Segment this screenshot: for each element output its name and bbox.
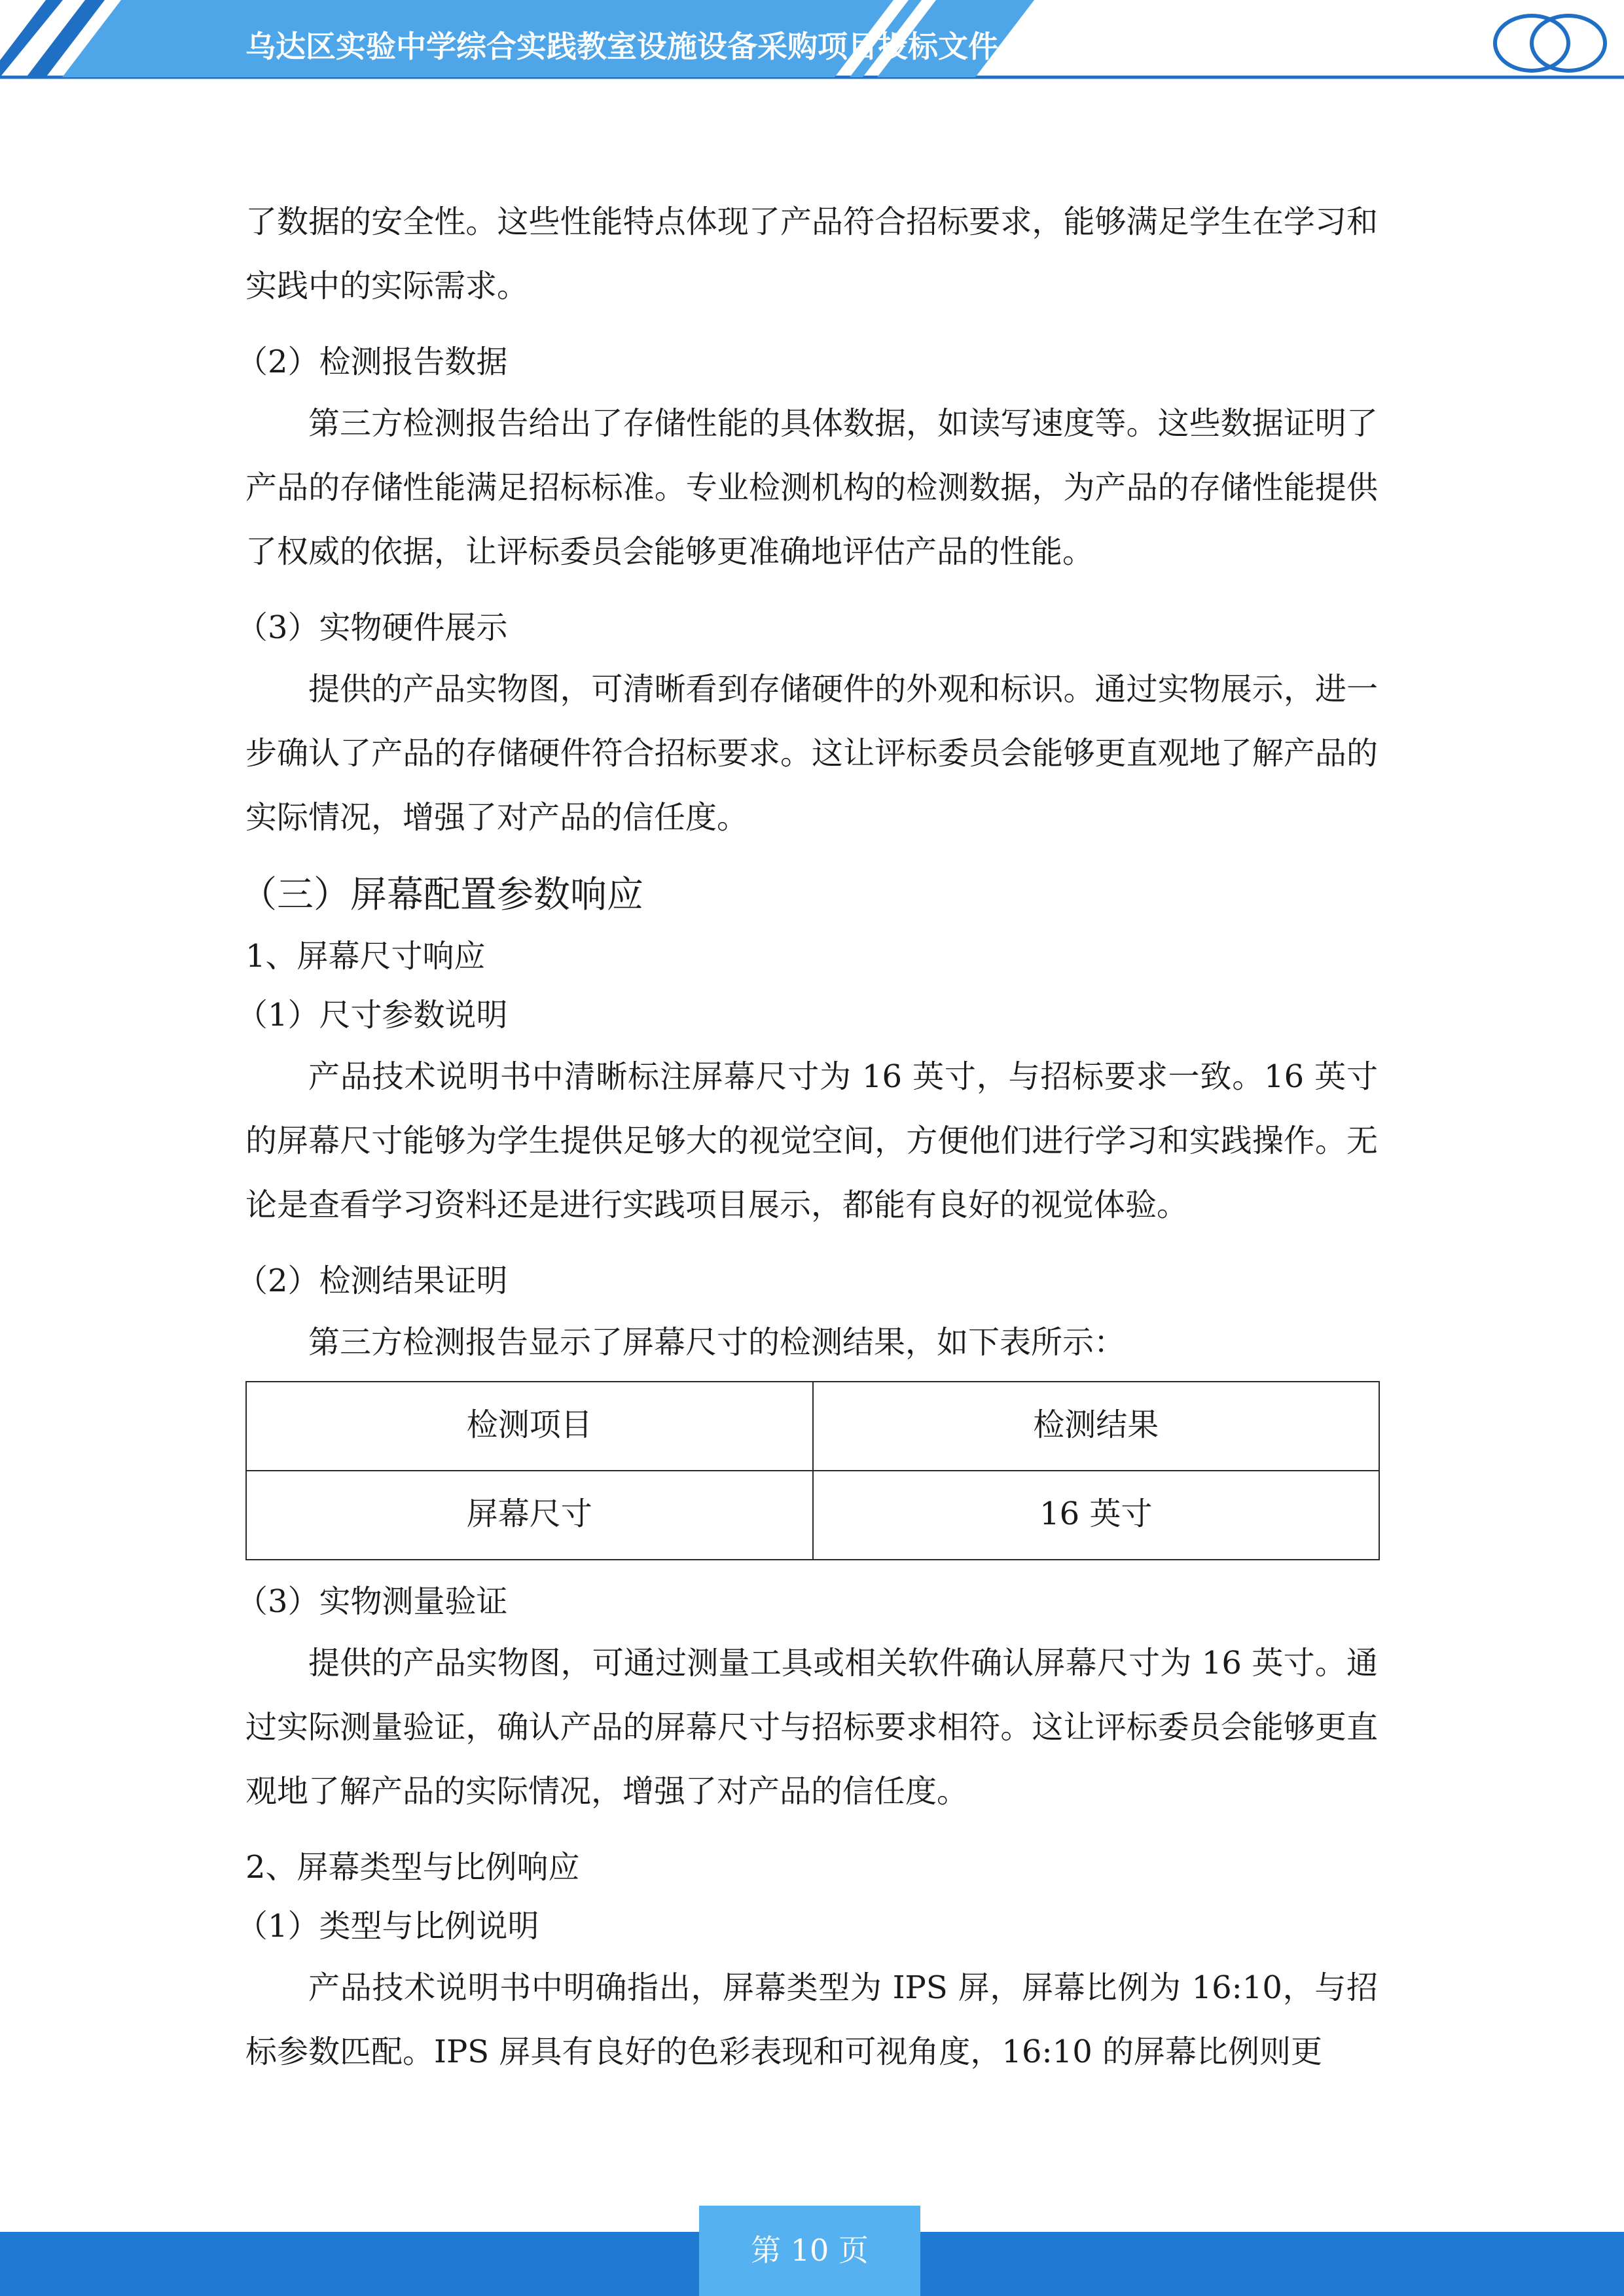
header-title: 乌达区实验中学综合实践教室设施设备采购项目投标文件 xyxy=(245,29,998,64)
test-result-table xyxy=(245,1381,1380,1560)
heading-screen-size-response: 1、屏幕尺寸响应 xyxy=(245,938,486,975)
table-cell: 16 英寸 xyxy=(813,1471,1380,1560)
page-number: 第 10 页 xyxy=(751,2233,869,2268)
subheading-size-params: （1）尺寸参数说明 xyxy=(236,997,508,1033)
paragraph-test-result-intro: 第三方检测报告显示了屏幕尺寸的检测结果，如下表所示： xyxy=(308,1324,1126,1361)
table-row xyxy=(246,1471,1379,1560)
table-cell: 屏幕尺寸 xyxy=(246,1471,813,1560)
subheading-type-ratio: （1）类型与比例说明 xyxy=(236,1908,539,1945)
table-header-cell: 检测结果 xyxy=(813,1382,1380,1471)
double-ring-logo-icon xyxy=(1052,16,1147,65)
paragraph-size-params: 产品技术说明书中清晰标注屏幕尺寸为 16 英寸，与招标要求一致。16 英寸的屏幕尺寸能够为学生提供足够大的视觉空间，方便他们进行学习和实践操作。无论是查看学习资料还是进行实践项目展示，都能有良好的视觉体验。 xyxy=(245,1058,1378,1223)
paragraph-hardware-display: 提供的产品实物图，可清晰看到存储硬件的外观和标识。通过实物展示，进一步确认了产品的存储硬件符合招标要求。这让评标委员会能够更直观地了解产品的实际情况，增强了对产品的信任度。 xyxy=(245,671,1378,836)
subheading-test-result-proof: （2）检测结果证明 xyxy=(236,1263,508,1299)
document-body xyxy=(236,190,1378,2098)
table-header-cell: 检测项目 xyxy=(246,1382,813,1471)
subheading-test-report-data: （2）检测报告数据 xyxy=(236,344,508,380)
paragraph-type-ratio: 产品技术说明书中明确指出，屏幕类型为 IPS 屏，屏幕比例为 16:10，与招标参数匹配。IPS 屏具有良好的色彩表现和可视角度，16:10 的屏幕比例则更 xyxy=(245,1969,1378,2070)
page-header xyxy=(0,0,1624,85)
paragraph-continuation: 了数据的安全性。这些性能特点体现了产品符合招标要求，能够满足学生在学习和实践中的实际需求。 xyxy=(245,204,1378,304)
section-heading-screen-config: （三）屏幕配置参数响应 xyxy=(240,874,643,916)
subheading-physical-measure: （3）实物测量验证 xyxy=(236,1583,508,1620)
heading-screen-type-ratio: 2、屏幕类型与比例响应 xyxy=(245,1849,580,1886)
table-header-row xyxy=(246,1382,1379,1471)
double-ring-logo-icon-right xyxy=(1495,16,1605,71)
paragraph-physical-measure: 提供的产品实物图，可通过测量工具或相关软件确认屏幕尺寸为 16 英寸。通过实际测量验证，确认产品的屏幕尺寸与招标要求相符。这让评标委员会能够更直观地了解产品的实际情况，增强了对产品的信任度。 xyxy=(245,1645,1378,1810)
subheading-hardware-display: （3）实物硬件展示 xyxy=(236,609,508,646)
paragraph-test-report-data: 第三方检测报告给出了存储性能的具体数据，如读写速度等。这些数据证明了产品的存储性能满足招标标准。专业检测机构的检测数据，为产品的存储性能提供了权威的依据，让评标委员会能够更准确地评估产品的性能。 xyxy=(245,405,1378,570)
